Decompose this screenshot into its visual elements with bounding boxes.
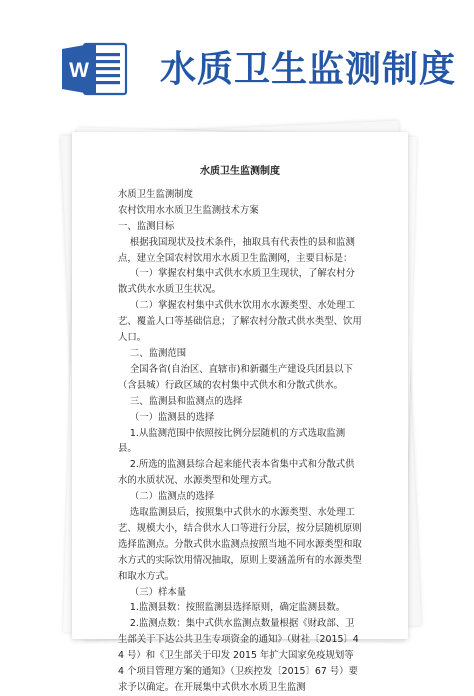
paragraph: （三）样本量 bbox=[118, 586, 187, 598]
paragraph: 1.监测县数：按照监测县选择原则，确定监测县数。 bbox=[118, 602, 346, 614]
paragraph: 二、监测范围 bbox=[118, 347, 187, 359]
paragraph: （一）掌握农村集中式供水水质卫生现状，了解农村分散式供水水质卫生状况。 bbox=[118, 268, 355, 296]
paragraph: 三、监测县和监测点的选择 bbox=[118, 395, 243, 407]
paragraph: 2.所选的监测县综合起来能代表本省集中式和分散式供水的水质状况、水源类型和处理方式。 bbox=[118, 459, 355, 487]
banner bbox=[0, 0, 474, 112]
svg-text:W: W bbox=[69, 59, 89, 82]
banner-title: 水质卫生监测制度 bbox=[160, 49, 457, 90]
paragraph: （一）监测县的选择 bbox=[118, 411, 215, 423]
document-body bbox=[72, 164, 408, 696]
document-page bbox=[72, 132, 408, 693]
paragraph: 根据我国现状及技术条件，抽取具有代表性的县和监测点，建立全国农村饮用水水质卫生监测网，主要目标是： bbox=[118, 236, 355, 264]
paragraph: 2.监测点数：集中式供水监测点数量根据《财政部、卫生部关于下达公共卫生专项资金的通知》（财社〔2015〕44 号）和《卫生部关于印发 2015 年扩大国家免疫规划等 4 个项目管理方案的通知》（卫疾控发〔2015〕67 号）要求予以确定。在开展集中式供水水质卫生监测 bbox=[118, 618, 359, 693]
document-title: 水质卫生监测制度 bbox=[200, 166, 280, 177]
paragraph: （二）监测点的选择 bbox=[118, 491, 215, 503]
paragraph: 一、监测目标 bbox=[118, 220, 175, 232]
paragraph: 农村饮用水水质卫生监测技术方案 bbox=[118, 204, 259, 216]
word-document-icon bbox=[62, 42, 128, 96]
paragraph: 1.从监测范围中依照按比例分层随机的方式选取监测县。 bbox=[118, 427, 346, 455]
paragraph: 选取监测县后，按照集中式供水的水源类型、水处理工艺、规模大小，结合供水人口等进行分层，按分层随机原则选择监测点。分散式供水监测点按照当地不同水源类型和取水方式的实际饮用情况抽取，原则上要涵盖所有的水源类型和取水方式。 bbox=[118, 507, 362, 582]
paragraph: 水质卫生监测制度 bbox=[118, 188, 194, 200]
paragraph: 全国各省(自治区、直辖市)和新疆生产建设兵团县以下（含县城）行政区域的农村集中式供水和分散式供水。 bbox=[118, 363, 353, 391]
paragraph: （二）掌握农村集中式供水饮用水水源类型、水处理工艺、覆盖人口等基础信息；了解农村分散式供水类型、饮用人口。 bbox=[118, 300, 362, 344]
